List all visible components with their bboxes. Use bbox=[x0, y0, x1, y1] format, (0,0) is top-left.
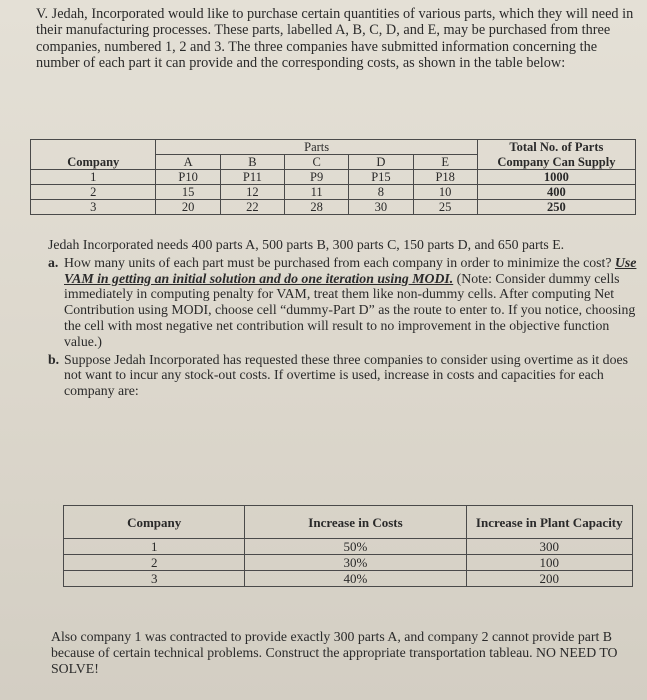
table-row bbox=[64, 571, 633, 587]
cost-cell: 20 bbox=[156, 200, 220, 215]
cost-cell: 28 bbox=[285, 200, 349, 215]
total-cell: 1000 bbox=[477, 170, 635, 185]
total-header-line2: Company Can Supply bbox=[477, 155, 635, 170]
question-a-emphasis: Use VAM in getting an initial solution and do one iteration using MODI. bbox=[64, 254, 637, 286]
company-cell: 3 bbox=[64, 571, 245, 587]
table-row bbox=[31, 170, 636, 185]
part-header-e: E bbox=[413, 155, 477, 170]
table-row bbox=[31, 185, 636, 200]
cost-cell: 10 bbox=[413, 185, 477, 200]
total-header-line1: Total No. of Parts bbox=[477, 140, 635, 155]
closing-paragraph: Also company 1 was contracted to provide exactly 300 parts A, and company 2 cannot provide part B because of certain technical problems. Construct the appropriate transportation tableau. NO NEED TO SOLVE! bbox=[51, 629, 618, 676]
company-cell: 3 bbox=[31, 200, 156, 215]
company-cell: 1 bbox=[64, 539, 245, 555]
needs-paragraph: Jedah Incorporated needs 400 parts A, 500 parts B, 300 parts C, 150 parts D, and 650 parts E. bbox=[48, 237, 565, 252]
cost-cell: 11 bbox=[285, 185, 349, 200]
question-b bbox=[48, 352, 638, 399]
capacity-increase-cell: 100 bbox=[466, 555, 632, 571]
company-header: Company bbox=[31, 155, 156, 170]
cost-cell: P15 bbox=[349, 170, 413, 185]
part-header-c: C bbox=[285, 155, 349, 170]
cost-cell: P18 bbox=[413, 170, 477, 185]
table-cell-empty bbox=[31, 140, 156, 155]
total-cell: 400 bbox=[477, 185, 635, 200]
parts-cost-table bbox=[30, 139, 636, 215]
cost-cell: 22 bbox=[220, 200, 284, 215]
cost-cell: 8 bbox=[349, 185, 413, 200]
questions-section bbox=[48, 237, 638, 399]
company-cell: 2 bbox=[64, 555, 245, 571]
part-header-d: D bbox=[349, 155, 413, 170]
table-row bbox=[64, 555, 633, 571]
cost-increase-cell: 40% bbox=[245, 571, 466, 587]
parts-header: Parts bbox=[156, 140, 477, 155]
cost-cell: 12 bbox=[220, 185, 284, 200]
company-cell: 2 bbox=[31, 185, 156, 200]
cost-increase-cell: 30% bbox=[245, 555, 466, 571]
question-a-pre: How many units of each part must be purchased from each company in order to minimize the cost? bbox=[64, 254, 615, 270]
intro-paragraph: V. Jedah, Incorporated would like to purchase certain quantities of various parts, which they will need in their manufacturing processes. These parts, labelled A, B, C, D, and E, may be purchased from three companies, numbered 1, 2 and 3. The three companies have submitted information concerning the number of each part it can provide and the corresponding costs, as shown in the table below: bbox=[36, 6, 634, 72]
cost-cell: 30 bbox=[349, 200, 413, 215]
company-header: Company bbox=[64, 506, 245, 539]
cost-cell: P11 bbox=[220, 170, 284, 185]
cost-increase-cell: 50% bbox=[245, 539, 466, 555]
table-row bbox=[31, 200, 636, 215]
question-a bbox=[48, 255, 638, 350]
cost-cell: 15 bbox=[156, 185, 220, 200]
cost-increase-header: Increase in Costs bbox=[245, 506, 466, 539]
cost-cell: P10 bbox=[156, 170, 220, 185]
capacity-increase-cell: 300 bbox=[466, 539, 632, 555]
capacity-increase-cell: 200 bbox=[466, 571, 632, 587]
question-a-label: a. bbox=[48, 254, 59, 270]
question-b-label: b. bbox=[48, 351, 60, 367]
company-cell: 1 bbox=[31, 170, 156, 185]
cost-cell: 25 bbox=[413, 200, 477, 215]
overtime-table bbox=[63, 505, 633, 587]
part-header-a: A bbox=[156, 155, 220, 170]
question-b-text: Suppose Jedah Incorporated has requested these three companies to consider using overtime as it does not want to incur any stock-out costs. If overtime is used, increase in costs and capacities for each company are: bbox=[64, 351, 628, 399]
question-a-post: (Note: Consider dummy cells immediately in computing penalty for VAM, treat them like non-dummy cells. After computing Net Contribution using MODI, choose cell “dummy-Part D” as the route to enter to. If you notice, choosing the cell with most negative net contribution will result to no improvement in the objective function value.) bbox=[64, 270, 636, 349]
cost-cell: P9 bbox=[285, 170, 349, 185]
question-a-text bbox=[64, 255, 638, 350]
table-row bbox=[64, 539, 633, 555]
capacity-increase-header: Increase in Plant Capacity bbox=[466, 506, 632, 539]
part-header-b: B bbox=[220, 155, 284, 170]
total-cell: 250 bbox=[477, 200, 635, 215]
